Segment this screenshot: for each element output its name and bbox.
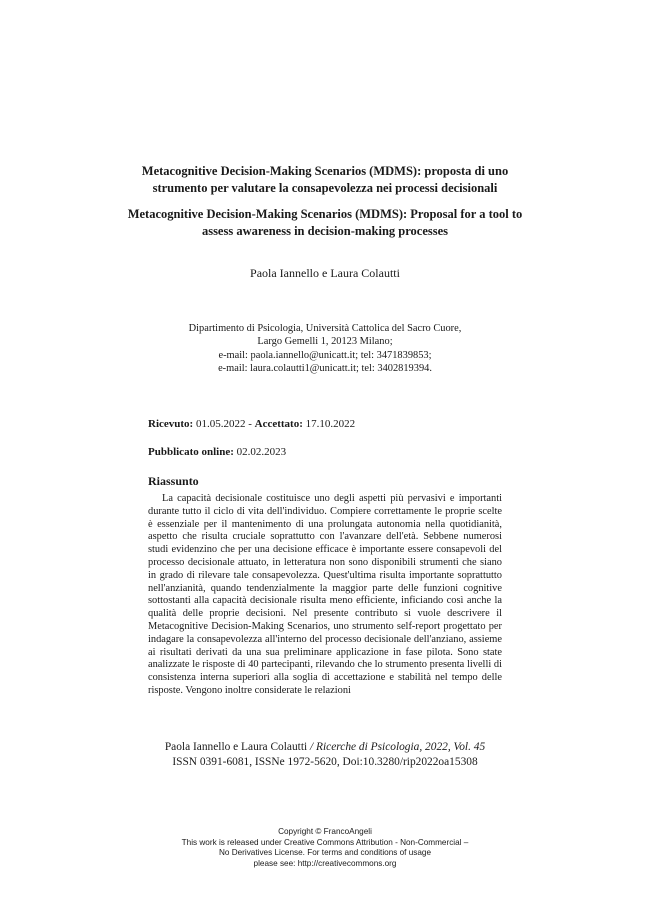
abstract-text: La capacità decisionale costituisce uno degli aspetti più pervasivi e importanti durante tutto il ciclo di vita dell'individuo. Compiere correttamente le proprie scelte è essenziale per il mantenimento di una prolungata autonomia nella quotidianità, aspetto che risulta cruciale soprattutto con l'avanzare dell'età. Sebbene numerosi studi evidenzino che per una decisione efficace è importante essere consapevoli del processo decisionale attuato, in letteratura non sono disponibili strumenti che siano in grado di rilevare tale consapevolezza. Quest'ultima risulta importante soprattutto nell'anzianità, quando tendenzialmente la maggior parte delle funzioni cognitive sottostanti alla capacità decisionale risulta meno efficiente, inficiando così anche la qualità delle proprie decisioni. Nel presente contributo si vuole descrivere il Metacognitive Decision-Making Scenarios, uno strumento self-report progettato per indagare la consapevolezza all'interno del processo decisionale dell'anziano, assieme ai risultati derivati da una sua preliminare applicazione in fase pilota. Sono state analizzate le risposte di 40 partecipanti, rilevando che lo strumento presenta livelli di consistenza interna superiori alla soglia di accettazione e stabilità nel tempo delle risposte. Vengono inoltre considerate le relazioni <box>148 493 502 696</box>
date-separator: - <box>245 418 255 430</box>
title-english: Metacognitive Decision-Making Scenarios (MDMS): Proposal for a tool to assess awareness in decision-making processes <box>127 207 523 238</box>
published-line <box>148 446 286 458</box>
received-date: 01.05.2022 <box>195 418 246 430</box>
affiliation-line: Dipartimento di Psicologia, Università Cattolica del Sacro Cuore, <box>188 323 462 334</box>
affiliation-address: Largo Gemelli 1, 20123 Milano; <box>257 336 393 348</box>
copyright-notice <box>0 827 650 870</box>
abstract-heading: Riassunto <box>148 474 199 488</box>
copyright-line: Copyright © FrancoAngeli <box>278 827 372 836</box>
license-line: No Derivatives License. For terms and conditions of usage <box>218 848 432 858</box>
citation-authors: Paola Iannello e Laura Colautti <box>164 741 308 753</box>
title-italian: Metacognitive Decision-Making Scenarios (MDMS): proposta di uno strumento per valutare la consapevolezza nei processi decisionali <box>141 164 509 195</box>
contact-line: e-mail: paola.iannello@unicatt.it; tel: 3471839853; <box>218 349 432 361</box>
contact-line: e-mail: laura.colautti1@unicatt.it; tel: 3402819394. <box>218 362 432 374</box>
license-url-line: please see: http://creativecommons.org <box>253 859 397 869</box>
authors: Paola Iannello e Laura Colautti <box>250 266 400 280</box>
affiliation <box>140 322 510 375</box>
accepted-label: Accettato: <box>254 418 303 430</box>
received-accepted-line <box>148 418 355 430</box>
published-label: Pubblicato online: <box>148 446 234 458</box>
citation-journal: / Ricerche di Psicologia, 2022, Vol. 45 <box>307 741 486 753</box>
citation-line <box>0 740 650 755</box>
received-label: Ricevuto: <box>148 418 194 430</box>
citation-identifiers: ISSN 0391-6081, ISSNe 1972-5620, Doi:10.3280/rip2022oa15308 <box>172 755 478 768</box>
license-line: This work is released under Creative Commons Attribution - Non-Commercial – <box>181 837 469 847</box>
citation <box>0 740 650 769</box>
accepted-date: 17.10.2022 <box>305 418 356 430</box>
published-date: 02.02.2023 <box>236 446 287 458</box>
